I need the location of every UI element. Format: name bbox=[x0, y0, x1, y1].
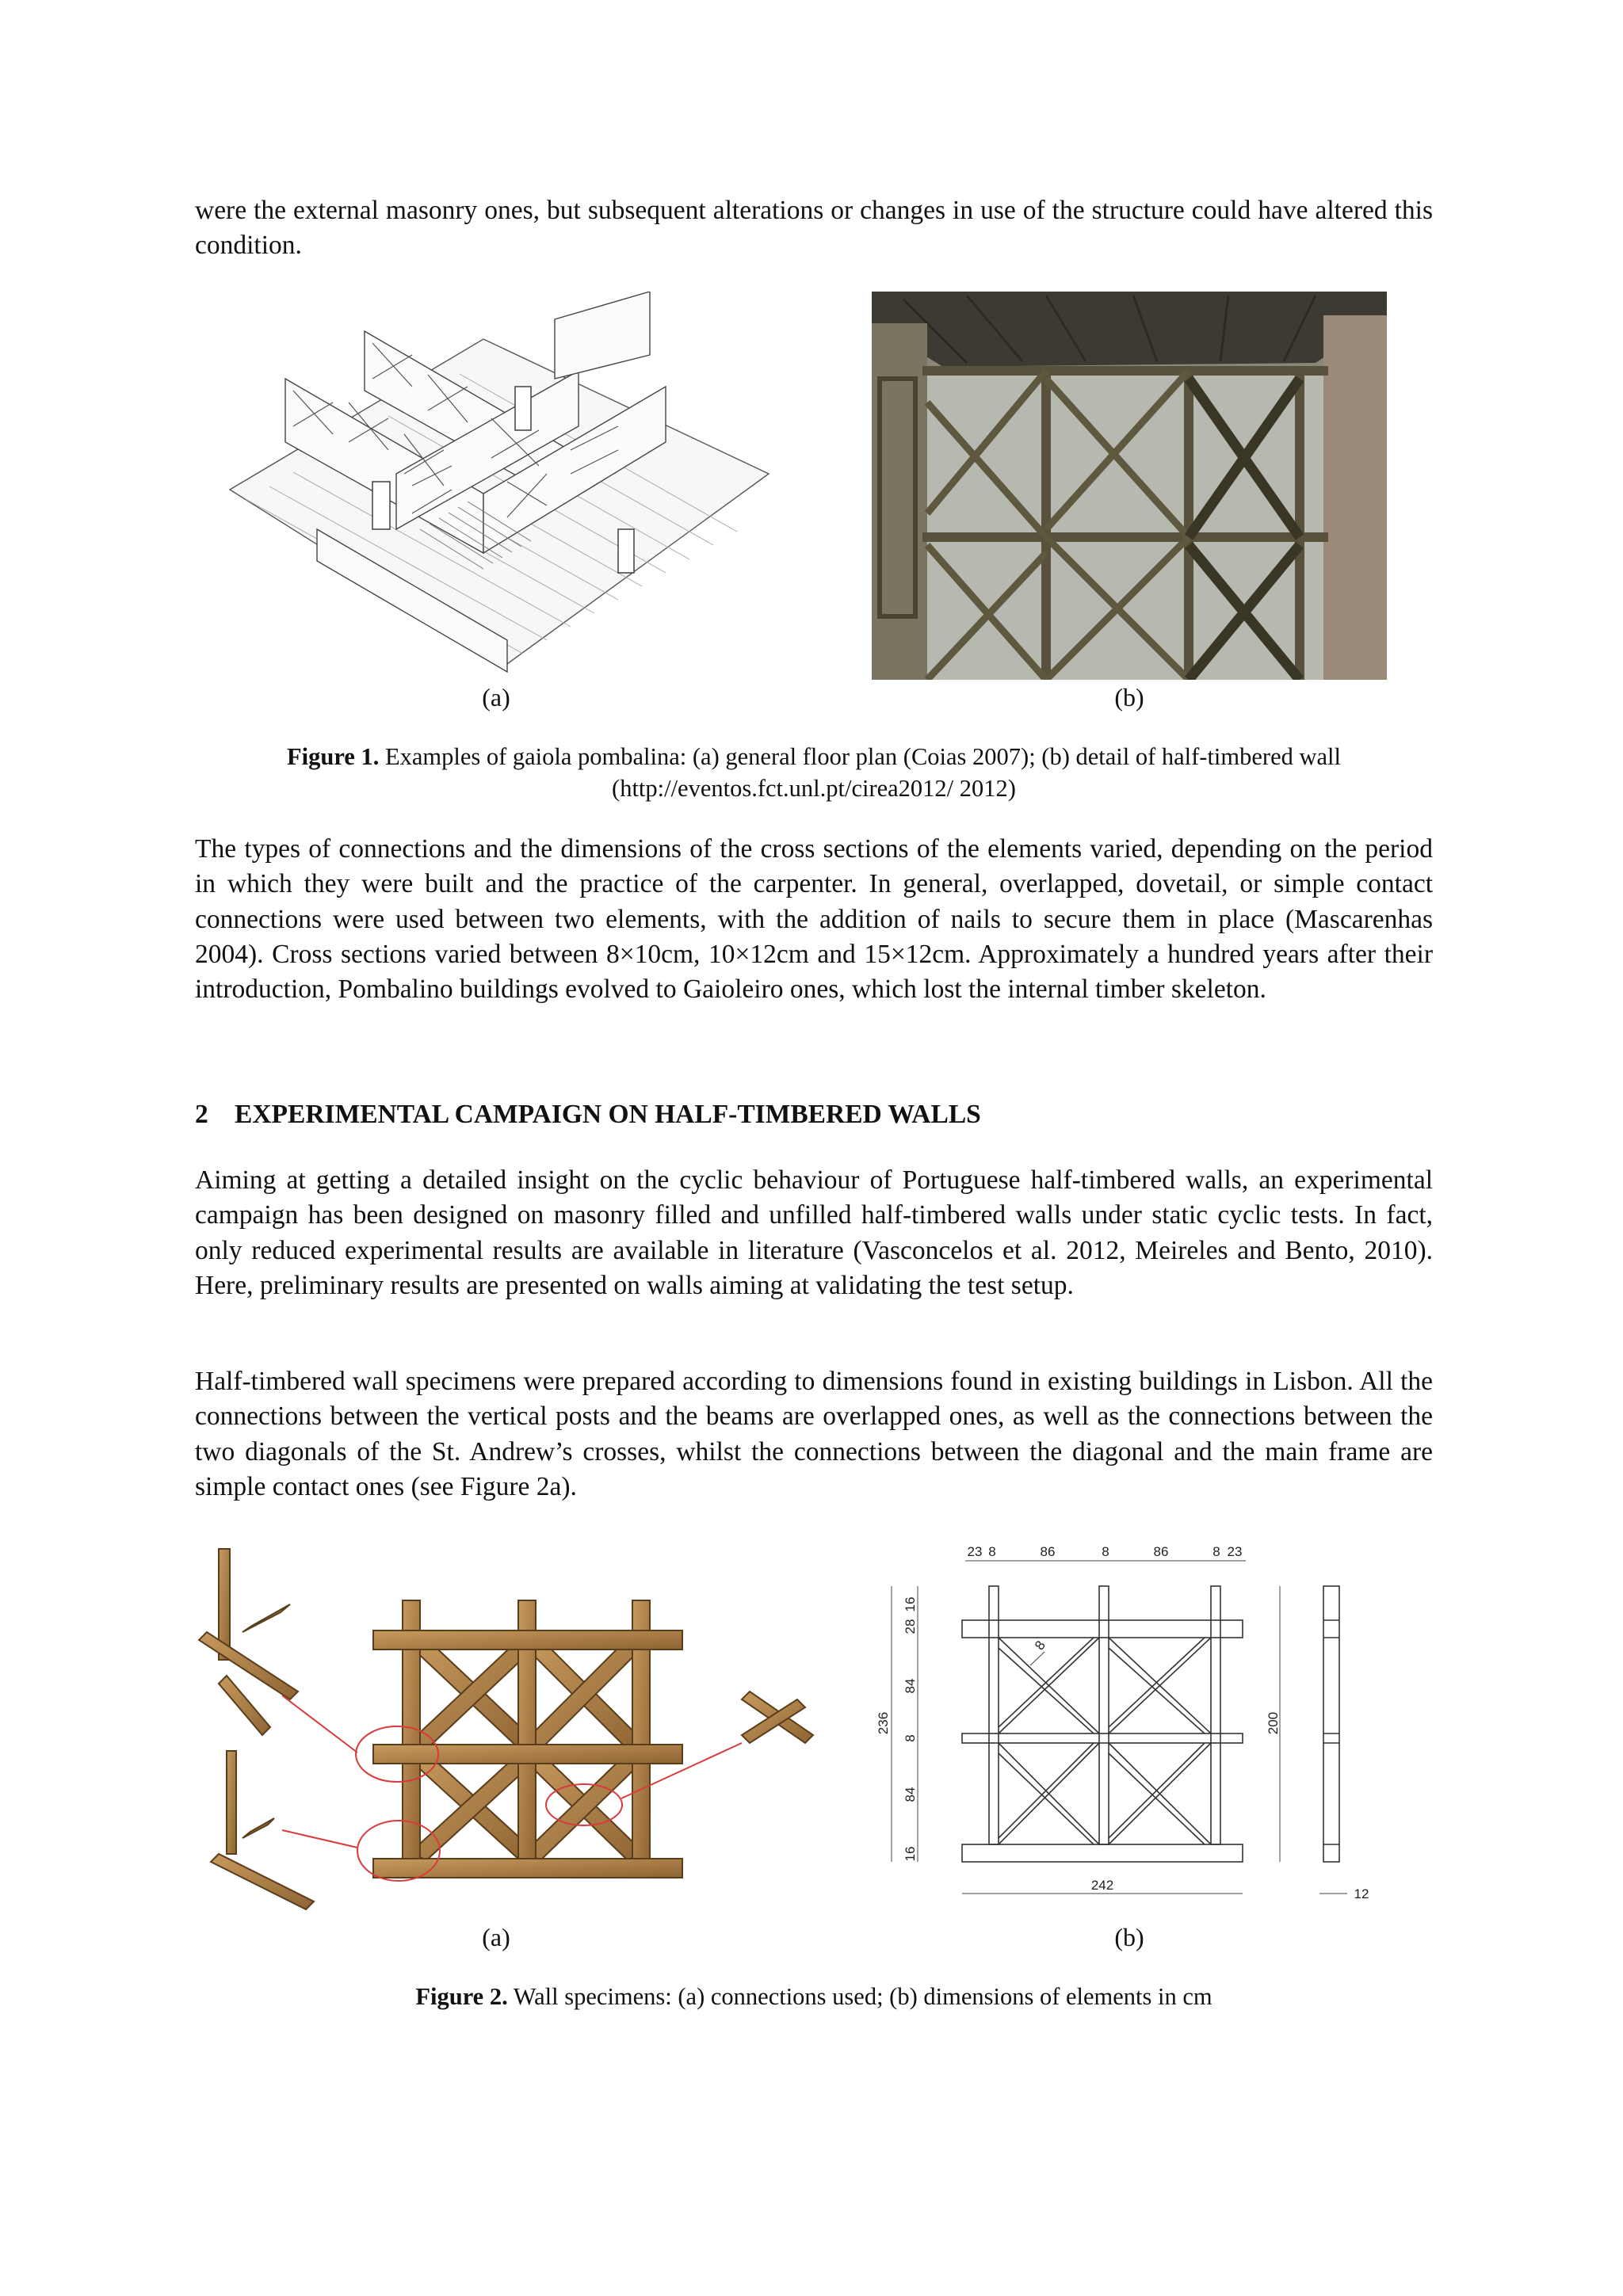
dim-frame-height: 200 bbox=[1266, 1711, 1281, 1735]
intro-paragraph: were the external masonry ones, but subsequent alterations or changes in use of the structure could have altered this condition. bbox=[195, 196, 1433, 261]
figure2a-connections-drawing bbox=[195, 1545, 821, 1917]
dim-top-2: 8 bbox=[988, 1544, 996, 1559]
figure1b-label: (b) bbox=[1114, 683, 1144, 711]
figure1-caption-label: Figure 1. bbox=[287, 743, 380, 770]
figure1-caption-url: (http://eventos.fct.unl.pt/cirea2012/ 2012) bbox=[612, 775, 1016, 802]
dim-left-4: 8 bbox=[903, 1734, 918, 1742]
figure2-caption bbox=[195, 1981, 1433, 2012]
figure2a-label: (a) bbox=[482, 1923, 510, 1951]
figure1-caption-text: Examples of gaiola pombalina: (a) general floor plan (Coias 2007); (b) detail of half-timbered wall bbox=[379, 743, 1341, 770]
dim-left-1: 16 bbox=[903, 1596, 918, 1612]
dim-left-6: 16 bbox=[903, 1846, 918, 1862]
figure2-caption-text: Wall specimens: (a) connections used; (b) dimensions of elements in cm bbox=[507, 1983, 1212, 2010]
figure1-caption bbox=[195, 741, 1433, 804]
paragraph-aiming: Aiming at getting a detailed insight on the cyclic behaviour of Portuguese half-timbered walls, an experimental campaign has been designed on masonry filled and unfilled half-timbered walls under static cyclic tests. In fact, only reduced experimental results are available in literature (Vasconcelos et al. 2012, Meireles and Bento, 2010). Here, preliminary results are presented on walls aiming at validating the test setup. bbox=[195, 1165, 1433, 1300]
dim-total-height: 236 bbox=[876, 1711, 891, 1735]
paragraph-specimens: Half-timbered wall specimens were prepared according to dimensions found in existing buildings in Lisbon. All the connections between the vertical posts and the beams are overlapped ones, as well as the connections between the two diagonals of the St. Andrew’s crosses, whilst the connections between the diagonal and the main frame are simple contact ones (see Figure 2a). bbox=[195, 1367, 1433, 1501]
dim-top-4: 8 bbox=[1102, 1544, 1109, 1559]
paragraph-connections: The types of connections and the dimensions of the cross sections of the elements varied, depending on the period in which they were built and the practice of the carpenter. In general, overlapped, dovetail, or simple contact connections were used between two elements, with the addition of nails to secure them in place (Mascarenhas 2004). Cross sections varied between 8×10cm, 10×12cm and 15×12cm. Approximately a hundred years after their introduction, Pombalino buildings evolved to Gaioleiro ones, which lost the internal timber skeleton. bbox=[195, 834, 1433, 1005]
dim-top-3: 86 bbox=[1040, 1544, 1056, 1559]
dim-top-7: 23 bbox=[1227, 1544, 1243, 1559]
dim-diagonal: 8 bbox=[1031, 1638, 1048, 1653]
dim-left-2: 28 bbox=[903, 1619, 918, 1634]
dim-left-5: 84 bbox=[903, 1787, 918, 1802]
dim-top-6: 8 bbox=[1212, 1544, 1220, 1559]
figure2b-dimensions-drawing bbox=[872, 1537, 1387, 1917]
section-number: 2 bbox=[195, 1100, 208, 1129]
figure1a-label: (a) bbox=[482, 683, 510, 711]
dim-top-1: 23 bbox=[967, 1544, 983, 1559]
dim-left-3: 84 bbox=[903, 1678, 918, 1694]
figure2b-label: (b) bbox=[1114, 1923, 1144, 1951]
section-title: EXPERIMENTAL CAMPAIGN ON HALF-TIMBERED WALLS bbox=[235, 1100, 981, 1129]
dim-total-width: 242 bbox=[1090, 1878, 1114, 1893]
figure2-caption-label: Figure 2. bbox=[415, 1983, 508, 2010]
figure1b-wall-photo bbox=[872, 292, 1387, 680]
figure1a-floor-plan-drawing bbox=[222, 292, 777, 688]
dim-thickness: 12 bbox=[1354, 1886, 1369, 1901]
section-heading bbox=[195, 1100, 981, 1130]
dim-top-5: 86 bbox=[1153, 1544, 1169, 1559]
